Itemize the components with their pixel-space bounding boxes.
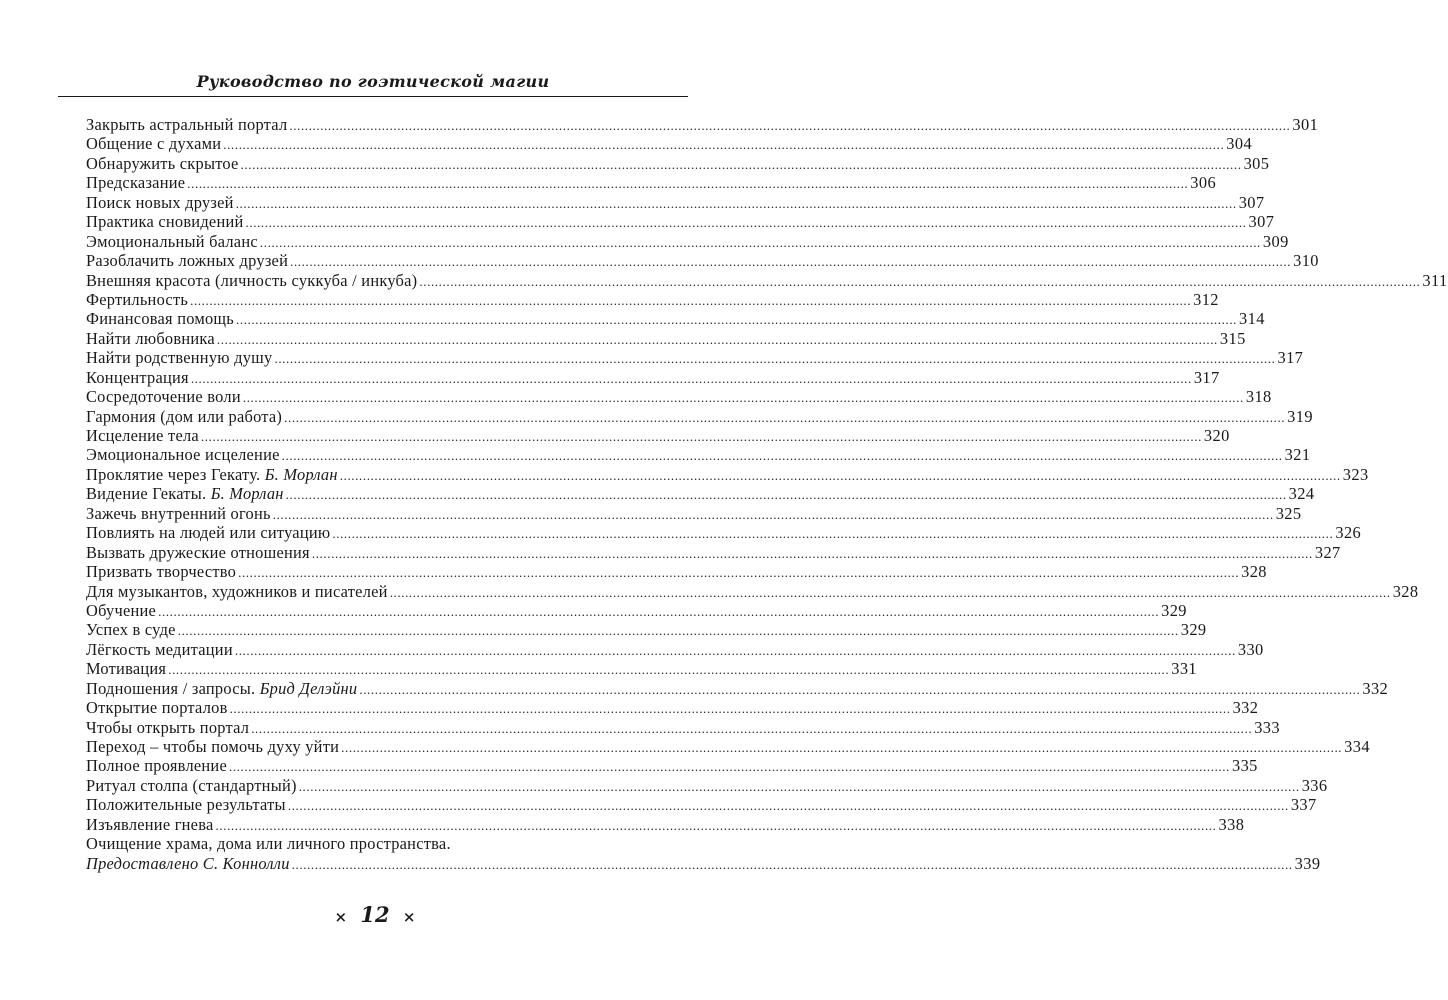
toc-entry-page: 328 (1392, 581, 1419, 601)
toc-entry-page: 317 (1277, 348, 1304, 368)
toc-entry-title: Найти любовника (86, 328, 215, 348)
toc-entry-title: Видение Гекаты. Б. Морлан (86, 484, 284, 504)
toc-entry (86, 581, 1419, 601)
toc-entry-page: 337 (1290, 795, 1317, 815)
toc-leader-dots: .................................................................................................................................................................................................................................................................... (187, 176, 1189, 192)
toc-entry (86, 134, 1253, 154)
toc-entry-title: Для музыкантов, художников и писателей (86, 581, 388, 601)
toc-entry-continued (86, 834, 684, 853)
toc-entry-page: 306 (1190, 173, 1217, 193)
toc-entry-page: 331 (1171, 659, 1198, 679)
toc-leader-dots: .................................................................................................................................................................................................................................................................... (223, 137, 1225, 153)
toc-leader-dots: .................................................................................................................................................................................................................................................................... (419, 273, 1421, 289)
toc-entry-title: Полное проявление (86, 756, 227, 776)
toc-entry-page: 320 (1203, 426, 1230, 445)
toc-entry (86, 523, 1362, 543)
toc-entry-author: Б. Морлан (264, 464, 338, 484)
toc-leader-dots: .................................................................................................................................................................................................................................................................... (285, 487, 1287, 503)
toc-leader-dots: .................................................................................................................................................................................................................................................................... (290, 254, 1292, 270)
toc-entry-title: Найти родственную душу (86, 348, 273, 368)
toc-leader-dots: .................................................................................................................................................................................................................................................................... (215, 817, 1217, 833)
toc-entry-title: Практика сновидений (86, 212, 244, 232)
toc-entry-page: 339 (1294, 853, 1321, 873)
toc-entry-title: Переход – чтобы помочь духу уйти (86, 737, 340, 756)
toc-entry-title: Обнаружить скрытое (86, 153, 239, 173)
toc-entry-title: Успех в суде (86, 620, 176, 640)
toc-entry-title: Исцеление тела (86, 426, 199, 445)
toc-entry-title: Гармония (дом или работа) (86, 406, 283, 426)
table-of-contents (86, 115, 1448, 873)
toc-entry-page: 332 (1232, 698, 1259, 718)
ornament-left: × (334, 907, 348, 926)
toc-entry-title: Открытие порталов (86, 698, 228, 718)
toc-leader-dots: .................................................................................................................................................................................................................................................................... (245, 215, 1247, 231)
toc-leader-dots: .................................................................................................................................................................................................................................................................... (229, 701, 1231, 717)
toc-entry-page: 335 (1231, 756, 1258, 776)
toc-entry (86, 814, 1245, 834)
toc-leader-dots: .................................................................................................................................................................................................................................................................... (238, 565, 1240, 581)
toc-entry (86, 251, 1319, 271)
toc-leader-dots: .................................................................................................................................................................................................................................................................... (234, 642, 1236, 658)
toc-entry-title: Поиск новых друзей (86, 192, 234, 212)
toc-entry-page: 327 (1314, 542, 1341, 562)
toc-leader-dots: .................................................................................................................................................................................................................................................................... (289, 118, 1291, 133)
toc-entry-author: Брид Делэйни (259, 678, 358, 698)
toc-entry (86, 775, 1328, 795)
toc-entry-title: Разоблачить ложных друзей (86, 251, 289, 271)
toc-entry (86, 464, 1369, 484)
toc-entry-page: 319 (1287, 406, 1313, 426)
toc-entry (86, 484, 1315, 504)
toc-leader-dots: .................................................................................................................................................................................................................................................................... (311, 545, 1313, 561)
toc-entry-page: 309 (1262, 231, 1289, 251)
toc-entry (86, 212, 1275, 232)
toc-entry-title: Сосредоточение воли (86, 387, 241, 407)
toc-entry-title: Закрыть астральный портал (86, 115, 288, 134)
toc-entry-title: Лёгкость медитации (86, 639, 233, 659)
toc-entry-title: Внешняя красота (личность суккуба / инкуба) (86, 270, 418, 290)
toc-entry (86, 115, 1319, 134)
toc-entry-title: Ритуал столпа (стандартный) (86, 775, 297, 795)
toc-entry (86, 717, 1280, 737)
toc-entry-page: 329 (1180, 620, 1207, 640)
toc-entry-page: 332 (1362, 678, 1389, 698)
page-footer (0, 902, 750, 927)
toc-entry-page: 317 (1193, 367, 1220, 387)
toc-leader-dots: .................................................................................................................................................................................................................................................................... (291, 856, 1293, 872)
toc-leader-dots: .................................................................................................................................................................................................................................................................... (359, 681, 1361, 697)
toc-entry (86, 270, 1448, 290)
toc-entry-title: Фертильность (86, 289, 189, 309)
toc-entry-page: 336 (1301, 775, 1328, 795)
toc-entry-page: 305 (1243, 153, 1270, 173)
toc-entry-page: 326 (1335, 523, 1362, 543)
toc-entry (86, 698, 1259, 718)
toc-leader-dots: .................................................................................................................................................................................................................................................................... (235, 195, 1237, 211)
toc-leader-dots: .................................................................................................................................................................................................................................................................... (274, 351, 1276, 367)
toc-leader-dots: .................................................................................................................................................................................................................................................................... (242, 390, 1244, 406)
toc-entry-title: Чтобы открыть портал (86, 717, 250, 737)
toc-leader-dots: .................................................................................................................................................................................................................................................................... (177, 623, 1179, 639)
toc-leader-dots: .................................................................................................................................................................................................................................................................... (332, 526, 1334, 542)
toc-entry-page: 301 (1292, 115, 1319, 134)
toc-entry-title: Положительные результаты (86, 795, 286, 815)
toc-leader-dots: .................................................................................................................................................................................................................................................................... (298, 778, 1300, 794)
toc-entry (86, 328, 1246, 348)
toc-leader-dots: .................................................................................................................................................................................................................................................................... (228, 759, 1230, 775)
toc-entry-title: Изъявление гнева (86, 814, 214, 834)
toc-entry (86, 426, 1230, 445)
toc-entry-title: Очищение храма, дома или личного пространства. (86, 834, 451, 854)
toc-entry (86, 600, 1187, 620)
toc-entry-page: 312 (1193, 289, 1219, 309)
toc-entry-page: 333 (1254, 717, 1280, 737)
page-number: 12 (360, 902, 390, 927)
toc-entry-page: 325 (1275, 503, 1302, 523)
toc-entry-page: 328 (1241, 562, 1267, 582)
toc-entry-page: 334 (1344, 737, 1370, 756)
toc-entry (86, 173, 1217, 193)
running-header: Руководство по гоэтической магии (196, 72, 550, 91)
toc-entry (86, 737, 1370, 756)
toc-leader-dots: .................................................................................................................................................................................................................................................................... (284, 409, 1286, 425)
toc-leader-dots: .................................................................................................................................................................................................................................................................... (190, 370, 1192, 386)
toc-entry (86, 620, 1207, 640)
toc-entry-title: Финансовая помощь (86, 309, 235, 329)
toc-entry-page: 307 (1248, 212, 1275, 232)
toc-entry-page: 323 (1342, 464, 1369, 484)
toc-entry-title: Призвать творчество (86, 562, 237, 582)
toc-entry (86, 542, 1341, 562)
toc-entry-page: 321 (1284, 445, 1311, 465)
toc-leader-dots: .................................................................................................................................................................................................................................................................... (190, 292, 1192, 308)
toc-leader-dots: .................................................................................................................................................................................................................................................................... (281, 448, 1283, 464)
toc-entry (86, 367, 1220, 387)
toc-entry-page: 311 (1422, 270, 1448, 290)
toc-entry-page: 338 (1218, 814, 1245, 834)
toc-entry-title: Зажечь внутренний огонь (86, 503, 271, 523)
toc-entry (86, 659, 1198, 679)
toc-leader-dots: .................................................................................................................................................................................................................................................................... (200, 429, 1202, 444)
toc-entry (86, 289, 1219, 309)
toc-entry (86, 678, 1389, 698)
toc-leader-dots: .................................................................................................................................................................................................................................................................... (272, 506, 1274, 522)
toc-leader-dots: .................................................................................................................................................................................................................................................................... (389, 584, 1391, 600)
toc-entry-title: Вызвать дружеские отношения (86, 542, 310, 562)
toc-entry-title: Повлиять на людей или ситуацию (86, 523, 331, 543)
toc-leader-dots: .................................................................................................................................................................................................................................................................... (341, 740, 1343, 755)
toc-leader-dots: .................................................................................................................................................................................................................................................................... (168, 662, 1170, 678)
toc-leader-dots: .................................................................................................................................................................................................................................................................... (158, 603, 1160, 619)
toc-entry (86, 309, 1265, 329)
toc-entry (86, 503, 1302, 523)
toc-entry-title: Эмоциональный баланс (86, 231, 258, 251)
toc-entry (86, 639, 1264, 659)
toc-leader-dots: .................................................................................................................................................................................................................................................................... (240, 156, 1242, 172)
toc-entry-page: 315 (1219, 328, 1246, 348)
toc-entry (86, 853, 1321, 873)
toc-leader-dots: .................................................................................................................................................................................................................................................................... (259, 234, 1261, 250)
toc-entry (86, 192, 1265, 212)
toc-entry (86, 231, 1289, 251)
toc-entry (86, 445, 1311, 465)
toc-leader-dots: .................................................................................................................................................................................................................................................................... (236, 312, 1238, 328)
toc-entry-page: 304 (1226, 134, 1253, 154)
ornament-right: × (402, 907, 416, 926)
toc-entry-title: Обучение (86, 600, 157, 620)
toc-entry (86, 348, 1304, 368)
toc-entry-title: Проклятие через Гекату. Б. Морлан (86, 464, 338, 484)
toc-entry-page: 324 (1288, 484, 1315, 504)
toc-entry-author: Б. Морлан (210, 484, 284, 504)
toc-entry-page: 307 (1238, 192, 1265, 212)
toc-leader-dots: .................................................................................................................................................................................................................................................................... (287, 798, 1289, 814)
header-rule (58, 96, 688, 97)
toc-entry (86, 153, 1270, 173)
toc-entry-title: Предоставлено С. Коннолли (86, 853, 290, 873)
toc-entry (86, 795, 1317, 815)
toc-entry-title: Концентрация (86, 367, 189, 387)
toc-leader-dots: .................................................................................................................................................................................................................................................................... (216, 331, 1218, 347)
toc-entry (86, 387, 1272, 407)
toc-entry-page: 310 (1293, 251, 1319, 271)
toc-leader-dots: .................................................................................................................................................................................................................................................................... (251, 720, 1253, 736)
toc-entry (86, 562, 1267, 582)
toc-entry-title: Подношения / запросы. Брид Делэйни (86, 678, 358, 698)
toc-entry (86, 406, 1313, 426)
toc-leader-dots: .................................................................................................................................................................................................................................................................... (339, 467, 1341, 483)
toc-entry-page: 330 (1237, 639, 1264, 659)
toc-entry (86, 756, 1258, 776)
toc-entry-title: Мотивация (86, 659, 167, 679)
toc-entry-page: 314 (1239, 309, 1265, 329)
toc-entry-title: Предсказание (86, 173, 186, 193)
toc-entry-page: 329 (1161, 600, 1187, 620)
toc-entry-page: 318 (1245, 387, 1272, 407)
toc-entry-title: Общение с духами (86, 134, 222, 154)
toc-entry-title: Эмоциональное исцеление (86, 445, 280, 465)
